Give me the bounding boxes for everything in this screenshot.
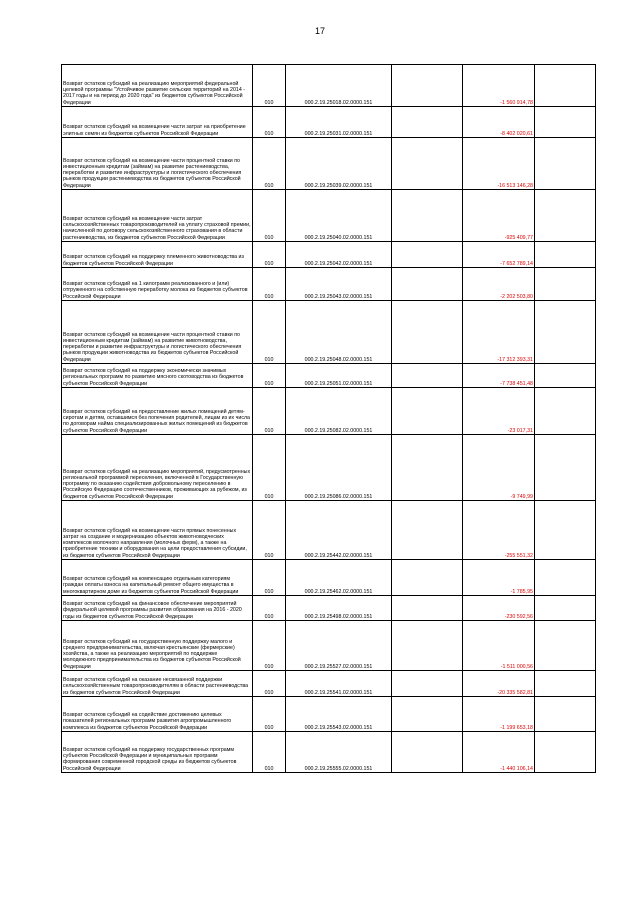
row-line-code-cell: 010 — [253, 301, 286, 364]
table-row — [62, 621, 596, 671]
row-budget-code-cell: 000.2.19.25018.02.0000.151 — [286, 65, 392, 107]
row-remainder-cell — [535, 364, 596, 388]
row-plan-cell — [392, 671, 463, 697]
row-remainder-cell — [535, 65, 596, 107]
row-line-code-cell: 010 — [253, 190, 286, 242]
row-line-code-cell: 010 — [253, 671, 286, 697]
row-executed-cell: -7 652 789,14 — [463, 242, 535, 268]
table-row — [62, 697, 596, 732]
budget-table — [61, 64, 596, 773]
row-executed-cell: -230 592,56 — [463, 596, 535, 621]
table-row — [62, 364, 596, 388]
row-plan-cell — [392, 301, 463, 364]
row-remainder-cell — [535, 697, 596, 732]
row-name-cell: Возврат остатков субсидий на реализацию мероприятий, предусмотренных региональной программой переселения, включенной в Государственную программу по оказанию содействия добровольному переселению в Российскую Федерацию соотечественников, проживающих за рубежом, из бюджетов субъектов Российской Федерации — [62, 435, 253, 501]
table-row — [62, 671, 596, 697]
table-row — [62, 435, 596, 501]
row-plan-cell — [392, 697, 463, 732]
row-line-code-cell: 010 — [253, 107, 286, 138]
row-executed-cell: -9 749,99 — [463, 435, 535, 501]
row-name-cell: Возврат остатков субсидий на поддержку экономически значимых региональных программ по развитию мясного скотоводства из бюджетов субъектов Российской Федерации — [62, 364, 253, 388]
row-budget-code-cell: 000.2.19.25541.02.0000.151 — [286, 671, 392, 697]
row-name-cell: Возврат остатков субсидий на оказание несвязанной поддержки сельскохозяйственным товаропроизводителям в области растениеводства из бюджетов субъектов Российской Федерации — [62, 671, 253, 697]
row-line-code-cell: 010 — [253, 435, 286, 501]
row-plan-cell — [392, 364, 463, 388]
row-name-cell: Возврат остатков субсидий на компенсацию отдельным категориям граждан оплаты взноса на капитальный ремонт общего имущества в многоквартирном доме из бюджетов субъектов Российской Федерации — [62, 560, 253, 596]
row-line-code-cell: 010 — [253, 268, 286, 301]
row-name-cell: Возврат остатков субсидий на государственную поддержку малого и среднего предпринимательства, включая крестьянские (фермерские) хозяйства, а также на реализацию мероприятий по поддержке молодежного предпринимательства из бюджетов субъектов Российской Федерации — [62, 621, 253, 671]
table-row — [62, 501, 596, 560]
row-budget-code-cell: 000.2.19.25442.02.0000.151 — [286, 501, 392, 560]
row-line-code-cell: 010 — [253, 732, 286, 773]
row-remainder-cell — [535, 732, 596, 773]
table-row — [62, 596, 596, 621]
row-executed-cell: -17 312 393,31 — [463, 301, 535, 364]
row-plan-cell — [392, 190, 463, 242]
row-executed-cell: -1 560 914,78 — [463, 65, 535, 107]
row-executed-cell: -16 513 146,28 — [463, 138, 535, 190]
row-executed-cell: -1 199 653,18 — [463, 697, 535, 732]
row-remainder-cell — [535, 388, 596, 435]
row-remainder-cell — [535, 301, 596, 364]
row-plan-cell — [392, 621, 463, 671]
row-budget-code-cell: 000.2.19.25555.02.0000.151 — [286, 732, 392, 773]
row-plan-cell — [392, 268, 463, 301]
row-line-code-cell: 010 — [253, 388, 286, 435]
row-remainder-cell — [535, 242, 596, 268]
row-budget-code-cell: 000.2.19.25039.02.0000.151 — [286, 138, 392, 190]
row-line-code-cell: 010 — [253, 596, 286, 621]
row-remainder-cell — [535, 671, 596, 697]
row-budget-code-cell: 000.2.19.25527.02.0000.151 — [286, 621, 392, 671]
row-budget-code-cell: 000.2.19.25086.02.0000.151 — [286, 435, 392, 501]
row-line-code-cell: 010 — [253, 138, 286, 190]
row-name-cell: Возврат остатков субсидий на предоставление жилых помещений детям-сиротам и детям, оставшимся без попечения родителей, лицам из их числа по договорам найма специализированных жилых помещений из бюджетов субъектов Российской Федерации — [62, 388, 253, 435]
row-name-cell: Возврат остатков субсидий на поддержку государственных программ субъектов Российской Федерации и муниципальных программ формирования современной городской среды из бюджетов субъектов Российской Федерации — [62, 732, 253, 773]
row-plan-cell — [392, 560, 463, 596]
row-budget-code-cell: 000.2.19.25082.02.0000.151 — [286, 388, 392, 435]
row-remainder-cell — [535, 138, 596, 190]
table-row — [62, 301, 596, 364]
row-budget-code-cell: 000.2.19.25048.02.0000.151 — [286, 301, 392, 364]
table-row — [62, 388, 596, 435]
row-plan-cell — [392, 388, 463, 435]
row-budget-code-cell: 000.2.19.25543.02.0000.151 — [286, 697, 392, 732]
row-plan-cell — [392, 107, 463, 138]
table-row — [62, 65, 596, 107]
row-executed-cell: -7 738 451,48 — [463, 364, 535, 388]
row-remainder-cell — [535, 190, 596, 242]
row-executed-cell: -1 785,95 — [463, 560, 535, 596]
row-name-cell: Возврат остатков субсидий на возмещение части затрат сельскохозяйственных товаропроизводителей на уплату страховой премии, начисленной по договору сельскохозяйственного страхования в области растениеводства, из бюджетов субъектов Российской Федерации — [62, 190, 253, 242]
row-name-cell: Возврат остатков субсидий на 1 килограмм реализованного и (или) отгруженного на собственную переработку молока из бюджетов субъектов Российской Федерации — [62, 268, 253, 301]
row-plan-cell — [392, 596, 463, 621]
row-remainder-cell — [535, 501, 596, 560]
row-executed-cell: -8 402 020,61 — [463, 107, 535, 138]
row-remainder-cell — [535, 107, 596, 138]
row-line-code-cell: 010 — [253, 501, 286, 560]
row-budget-code-cell: 000.2.19.25462.02.0000.151 — [286, 560, 392, 596]
row-name-cell: Возврат остатков субсидий на поддержку племенного животноводства из бюджетов субъектов Российской Федерации — [62, 242, 253, 268]
row-line-code-cell: 010 — [253, 697, 286, 732]
table-row — [62, 732, 596, 773]
row-executed-cell: -1 440 106,14 — [463, 732, 535, 773]
table-row — [62, 268, 596, 301]
row-line-code-cell: 010 — [253, 65, 286, 107]
row-name-cell: Возврат остатков субсидий на содействие достижению целевых показателей региональных программ развития агропромышленного комплекса из бюджетов субъектов Российской Федерации — [62, 697, 253, 732]
row-remainder-cell — [535, 268, 596, 301]
row-name-cell: Возврат остатков субсидий на реализацию мероприятий федеральной целевой программы "Устойчивое развитие сельских территорий на 2014 - 2017 годы и на период до 2020 года" из бюджетов субъектов Российской Федерации — [62, 65, 253, 107]
table-row — [62, 107, 596, 138]
row-executed-cell: -1 511 000,56 — [463, 621, 535, 671]
table-row — [62, 560, 596, 596]
row-name-cell: Возврат остатков субсидий на финансовое обеспечение мероприятий федеральной целевой программы развития образования на 2016 - 2020 годы из бюджетов субъектов Российской Федерации — [62, 596, 253, 621]
row-budget-code-cell: 000.2.19.25043.02.0000.151 — [286, 268, 392, 301]
row-name-cell: Возврат остатков субсидий на возмещение части прямых понесенных затрат на создание и модернизацию объектов животноводческих комплексов молочного направления (молочных ферм), а также на приобретение техники и оборудования на цели предоставления субсидии, из бюджетов субъектов Российской Федерации — [62, 501, 253, 560]
row-executed-cell: -255 551,32 — [463, 501, 535, 560]
row-name-cell: Возврат остатков субсидий на возмещение части процентной ставки по инвестиционным кредитам (займам) на развитие животноводства, переработки и развитие инфраструктуры и логистического обеспечения рынков продукции животноводства из бюджетов субъектов Российской Федерации — [62, 301, 253, 364]
table-row — [62, 242, 596, 268]
row-executed-cell: -20 335 582,81 — [463, 671, 535, 697]
row-remainder-cell — [535, 435, 596, 501]
row-line-code-cell: 010 — [253, 560, 286, 596]
row-plan-cell — [392, 501, 463, 560]
row-budget-code-cell: 000.2.19.25031.02.0000.151 — [286, 107, 392, 138]
row-line-code-cell: 010 — [253, 242, 286, 268]
row-budget-code-cell: 000.2.19.25042.02.0000.151 — [286, 242, 392, 268]
page-number: 17 — [314, 26, 325, 36]
row-executed-cell: -925 409,77 — [463, 190, 535, 242]
row-budget-code-cell: 000.2.19.25051.02.0000.151 — [286, 364, 392, 388]
row-executed-cell: -2 202 503,80 — [463, 268, 535, 301]
row-budget-code-cell: 000.2.19.25040.02.0000.151 — [286, 190, 392, 242]
row-plan-cell — [392, 242, 463, 268]
row-plan-cell — [392, 138, 463, 190]
row-name-cell: Возврат остатков субсидий на возмещение части процентной ставки по инвестиционным кредитам (займам) на развитие растениеводства, переработки и развитие инфраструктуры и логистического обеспечения рынков продукции растениеводства из бюджетов субъектов Российской Федерации — [62, 138, 253, 190]
budget-table-body — [62, 65, 596, 773]
row-plan-cell — [392, 65, 463, 107]
row-line-code-cell: 010 — [253, 364, 286, 388]
row-plan-cell — [392, 435, 463, 501]
row-remainder-cell — [535, 560, 596, 596]
row-line-code-cell: 010 — [253, 621, 286, 671]
row-remainder-cell — [535, 596, 596, 621]
row-remainder-cell — [535, 621, 596, 671]
row-executed-cell: -23 017,31 — [463, 388, 535, 435]
row-budget-code-cell: 000.2.19.25498.02.0000.151 — [286, 596, 392, 621]
row-plan-cell — [392, 732, 463, 773]
table-row — [62, 138, 596, 190]
table-row — [62, 190, 596, 242]
row-name-cell: Возврат остатков субсидий на возмещение части затрат на приобретение элитных семян из бюджетов субъектов Российской Федерации — [62, 107, 253, 138]
